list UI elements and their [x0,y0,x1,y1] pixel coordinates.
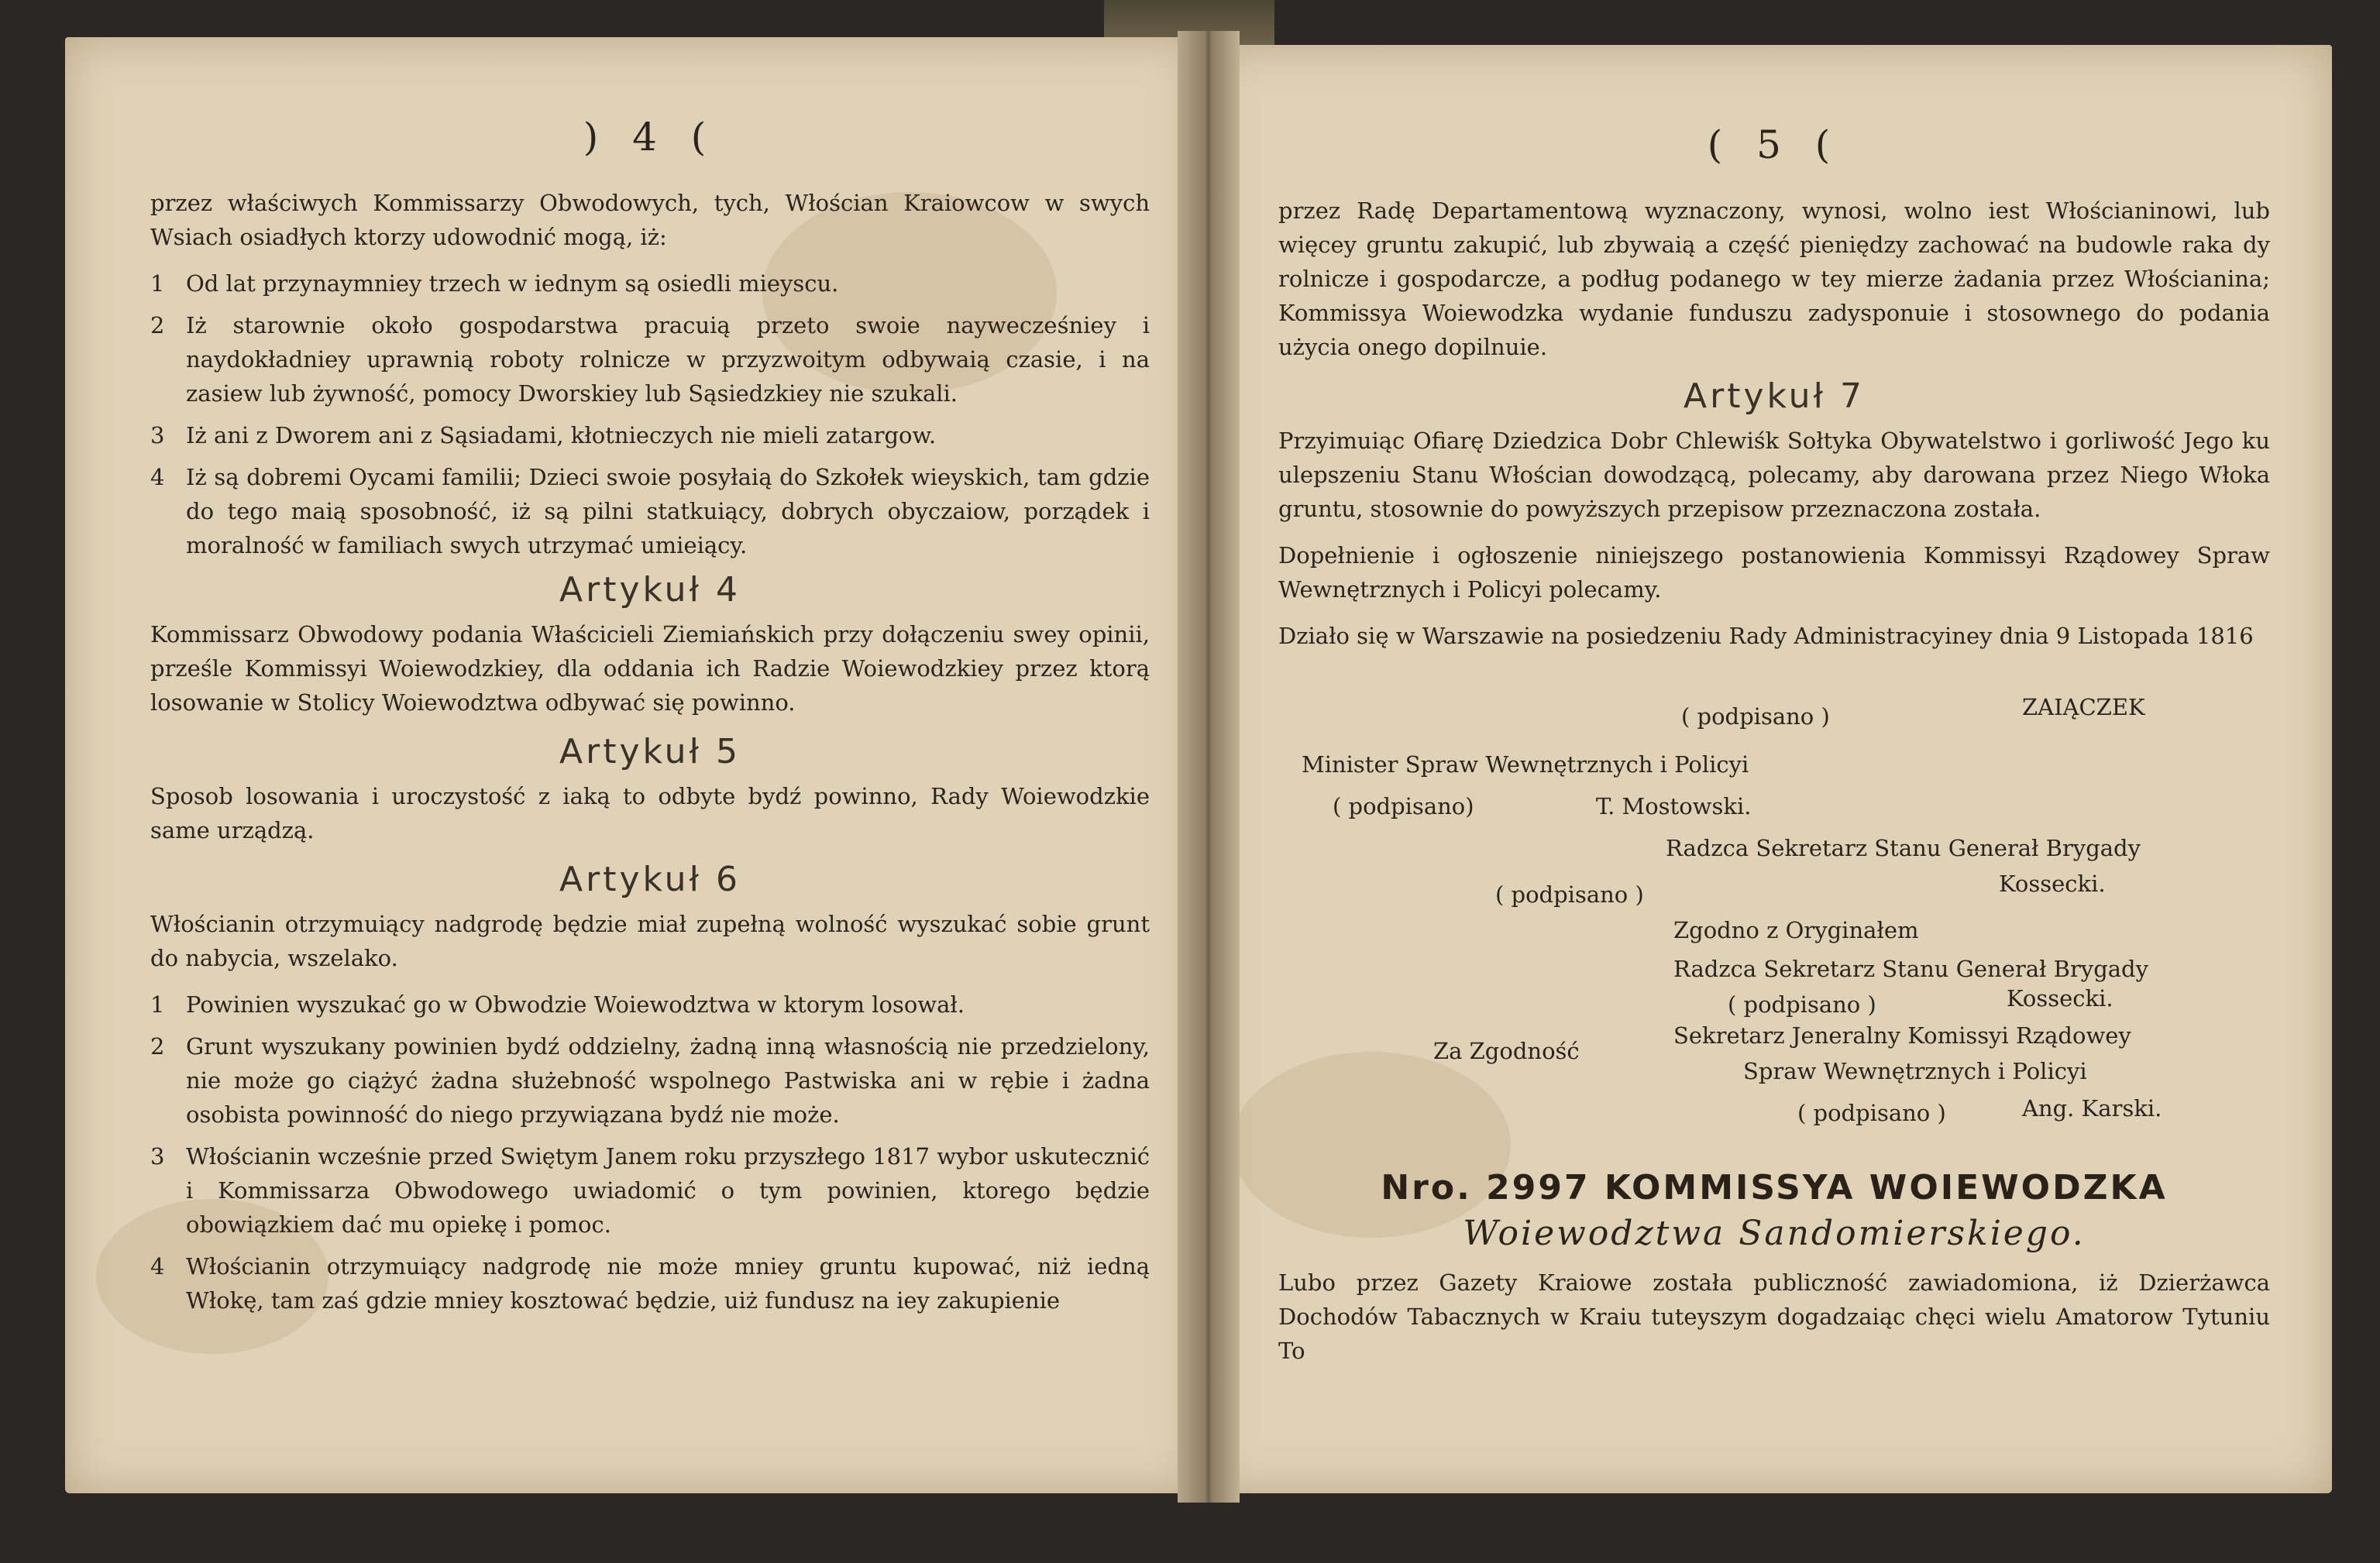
item-number: 1 [150,991,165,1018]
article-4-paragraph: Kommissarz Obwodowy podania Właścicieli Ziemiańskich przy dołączeniu swey opinii, prześle Kommissyi Woiewodzkiey, dla oddania ich Radzie Woiewodzkiey przez ktorą losowanie w Stolicy Woiewodztwa odbywać się powinno. [150,621,1150,716]
item-text: Od lat przynaymniey trzech w iednym są osiedli mieyscu. [186,270,839,297]
page-number: ( 5 ( [1707,122,1842,167]
left-page-content [150,115,1150,1325]
signature-name: ZAIĄCZEK [2022,694,2145,720]
signature-name: Kossecki. [2007,985,2113,1012]
item-text: Powinien wyszukać go w Obwodzie Woiewodztwa w ktorym losował. [186,991,965,1018]
list-item [150,418,1150,452]
announcement-subtitle: Woiewodztwa Sandomierskiego. [1463,1214,2086,1253]
announcement-paragraph: Lubo przez Gazety Kraiowe została publiczność zawiadomiona, iż Dzierżawca Dochodów Tabacznych w Kraiu tuteyszym dogadzaiąc chęci wielu Amatorow Tytuniu To [1278,1269,2270,1364]
signature-podpisano: ( podpisano ) [1728,991,1876,1018]
signature-title: Sekretarz Jeneralny Komissyi Rządowey [1673,1022,2131,1049]
signature-title: Radzca Sekretarz Stanu Generał Brygady [1666,835,2141,861]
continuation-paragraph: przez Radę Departamentową wyznaczony, wynosi, wolno iest Włościaninowi, lub więcey gruntu zakupić, lub zbywaią a część pieniędzy zachować na budowle raka dy rolnicze i gospodarcze, a podług podanego w tey mierze żadania przez Włościanina; Kommissya Woiewodzka wydanie funduszu zadysponuie i stosownego do podania użycia onego dopilnuie. [1278,198,2270,360]
signature-title: Spraw Wewnętrznych i Policyi [1743,1058,2087,1084]
item-number: 1 [150,270,165,297]
item-number: 4 [150,464,165,490]
book-spine [1178,31,1240,1503]
item-text: Iż ani z Dworem ani z Sąsiadami, kłotnieczych nie mieli zatargow. [186,422,937,448]
item-text: Iż są dobremi Oycami familii; Dzieci swoie posyłaią do Szkołek wieyskich, tam gdzie do tego maią sposobność, iż są pilni statkuiący, dobrych obyczaiow, porządek i moralność w familiach swych utrzymać umieiący. [186,464,1150,558]
date-paragraph: Działo się w Warszawie na posiedzeniu Rady Administracyiney dnia 9 Listopada 1816 [1278,623,2254,649]
item-text: Włościanin otrzymuiący nadgrodę nie może mniey gruntu kupować, niż iedną Włokę, tam zaś gdzie mniey kosztować będzie, uiż fundusz na iey zakupienie [186,1253,1150,1314]
right-page [1209,45,2332,1493]
item-text: Grunt wyszukany powinien bydź oddzielny, żadną inną własnością nie przedzielony, nie może go ciążyć żadna służebność wspolnego Pastwiska ani w rębie i żadna osobista powinność do niego przywiązana bydź nie może. [186,1033,1150,1128]
announcement-title: Nro. 2997 KOMMISSYA WOIEWODZKA [1381,1168,2168,1207]
signature-name: Ang. Karski. [2022,1095,2162,1122]
article-6-heading: Artykuł 6 [559,860,741,899]
announcement-section [1278,1168,2270,1380]
signature-podpisano: ( podpisano ) [1681,703,1830,730]
article-4-heading: Artykuł 4 [559,570,741,610]
signature-title: Minister Spraw Wewnętrznych i Policyi [1302,751,1749,778]
signature-name: T. Mostowski. [1596,793,1752,819]
right-page-content [1278,122,2270,665]
item-number: 3 [150,1143,165,1170]
signature-podpisano: ( podpisano ) [1495,881,1644,908]
item-number: 2 [150,312,165,338]
list-item [150,988,1150,1022]
item-number: 3 [150,422,165,448]
signature-podpisano: ( podpisano ) [1797,1100,1946,1126]
list-item [150,308,1150,411]
item-text: Iż starownie około gospodarstwa pracuią przeto swoie naywecześniey i naydokładniey uprawnią roboty rolnicze w przyzwoitym odbywaią czasie, i na zasiew lub żywność, pomocy Dworskiey lub Sąsiedzkiey nie szukali. [186,312,1150,407]
signature-title: Radzca Sekretarz Stanu Generał Brygady [1673,956,2148,982]
page-number: ) 4 ( [583,115,717,160]
signature-name: Kossecki. [1999,871,2106,897]
item-text: Włościanin wcześnie przed Swiętym Janem roku przyszłego 1817 wybor uskutecznić i Kommissarza Obwodowego uwiadomić o tym powinien, ktorego będzie obowiązkiem dać mu opiekę i pomoc. [186,1143,1150,1238]
list-item [150,460,1150,562]
article-6-paragraph: Włościanin otrzymuiący nadgrodę będzie miał zupełną wolność wyszukać sobie grunt do nabycia, wszelako. [150,911,1150,971]
intro-paragraph: przez właściwych Kommissarzy Obwodowych, tych, Włościan Kraiowcow w swych Wsiach osiadłych ktorzy udowodnić mogą, iż: [150,190,1150,250]
article-5-heading: Artykuł 5 [559,732,741,771]
article-7-paragraph: Przyimuiąc Ofiarę Dziedzica Dobr Chlewiśk Sołtyka Obywatelstwo i gorliwość Jego ku ulepszeniu Stanu Włościan dowodzącą, polecamy, aby darowana przez Niego Włoka gruntu, stosownie do powyższych przepisow przeznaczona została. [1278,428,2270,522]
list-item [150,1139,1150,1242]
article-5-paragraph: Sposob losowania i uroczystość z iaką to odbyte bydź powinno, Rady Woiewodzkie same urządzą. [150,783,1150,843]
list-item [150,1029,1150,1132]
signature-note: Zgodno z Oryginałem [1673,917,1919,943]
item-number: 4 [150,1253,165,1280]
article-7-heading: Artykuł 7 [1684,376,1865,416]
list-item [150,266,1150,301]
closing-paragraph: Dopełnienie i ogłoszenie niniejszego postanowienia Kommissyi Rządowey Spraw Wewnętrznych i Policyi polecamy. [1278,542,2270,603]
signature-podpisano: ( podpisano) [1333,793,1474,819]
signature-note: Za Zgodność [1433,1038,1580,1064]
item-number: 2 [150,1033,165,1060]
list-item [150,1249,1150,1317]
left-page [65,37,1196,1493]
